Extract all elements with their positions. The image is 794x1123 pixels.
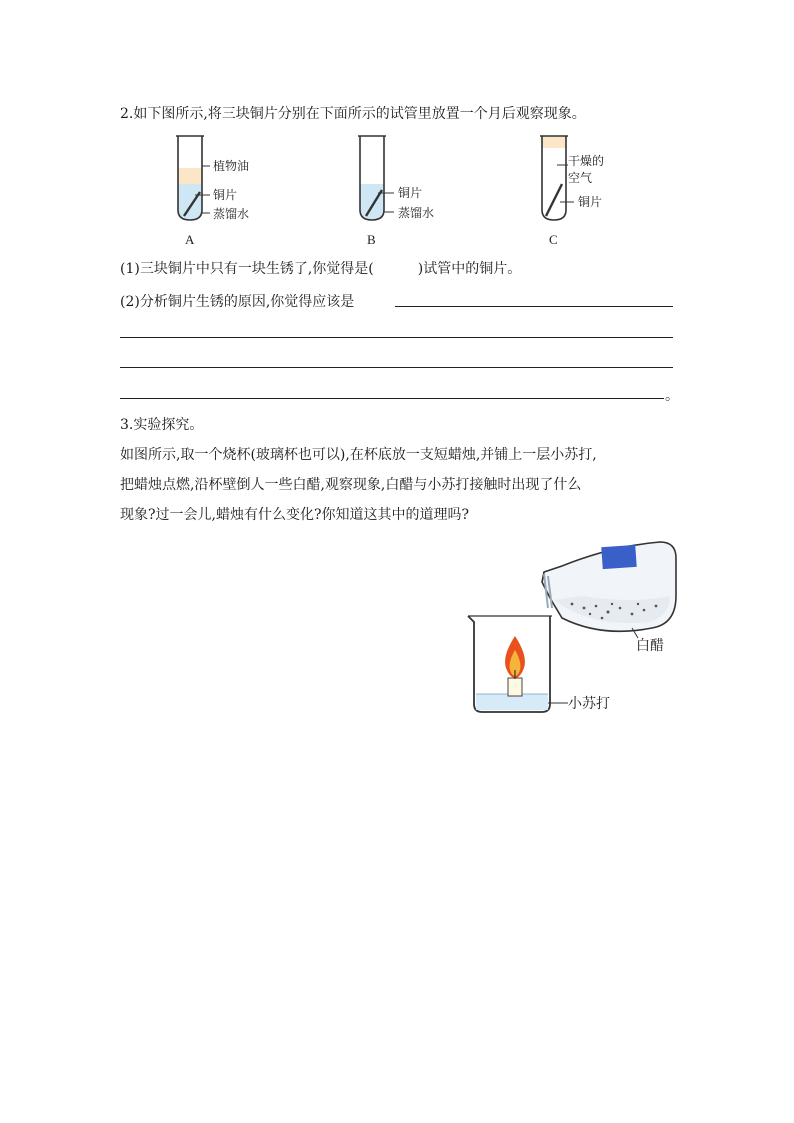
answer-line-1[interactable] (395, 306, 673, 307)
beaker-experiment-figure (462, 538, 682, 718)
tube-c-letter: C (549, 232, 558, 247)
tube-a-label-2: 铜片 (213, 188, 238, 202)
question-3-line-2: 把蜡烛点燃,沿杯壁倒人一些白醋,观察现象,白醋与小苏打接触时出现了什么 (120, 477, 582, 493)
soda-label: 小苏打 (568, 696, 610, 712)
tube-c-label-3: 铜片 (578, 195, 603, 209)
question-3-line-3: 现象?过一会儿,蜡烛有什么变化?你知道这其中的道理吗? (120, 507, 469, 523)
sub-question-2: (2)分析铜片生锈的原因,你觉得应该是 (120, 294, 355, 310)
question-3-line-1: 如图所示,取一个烧杯(玻璃杯也可以),在杯底放一支短蜡烛,并铺上一层小苏打, (120, 447, 597, 463)
vinegar-bottle (542, 542, 676, 654)
question-2-title: 2.如下图所示,将三块铜片分别在下面所示的试管里放置一个月后观察现象。 (120, 106, 586, 122)
answer-line-3[interactable] (120, 367, 673, 368)
test-tube-a (176, 136, 249, 247)
tube-b-label-2: 蒸馏水 (398, 206, 435, 220)
tube-a-label-3: 蒸馏水 (213, 207, 250, 221)
sub-question-1-text-after: )试管中的铜片。 (417, 261, 522, 277)
tube-b-label-1: 铜片 (398, 186, 423, 200)
tube-a-letter: A (185, 232, 195, 247)
question-3-body (120, 440, 680, 530)
test-tube-b (358, 136, 434, 247)
test-tube-c (540, 136, 604, 247)
vinegar-label: 白醋 (636, 638, 664, 654)
tube-a-label-1: 植物油 (213, 159, 250, 173)
tube-b-letter: B (367, 232, 376, 247)
tube-c-label-2: 空气 (568, 171, 593, 185)
tube-c-label-1: 干燥的 (568, 154, 605, 168)
answer-line-4[interactable] (120, 398, 664, 399)
test-tube-figure (160, 132, 700, 252)
answer-line-2[interactable] (120, 337, 673, 338)
question-3-title: 3.实验探究。 (120, 417, 204, 433)
beaker (468, 616, 610, 712)
sub-question-1-text-before: (1)三块铜片中只有一块生锈了,你觉得是( (120, 261, 374, 277)
sub-question-1 (120, 258, 521, 278)
end-mark: 。 (665, 388, 679, 404)
